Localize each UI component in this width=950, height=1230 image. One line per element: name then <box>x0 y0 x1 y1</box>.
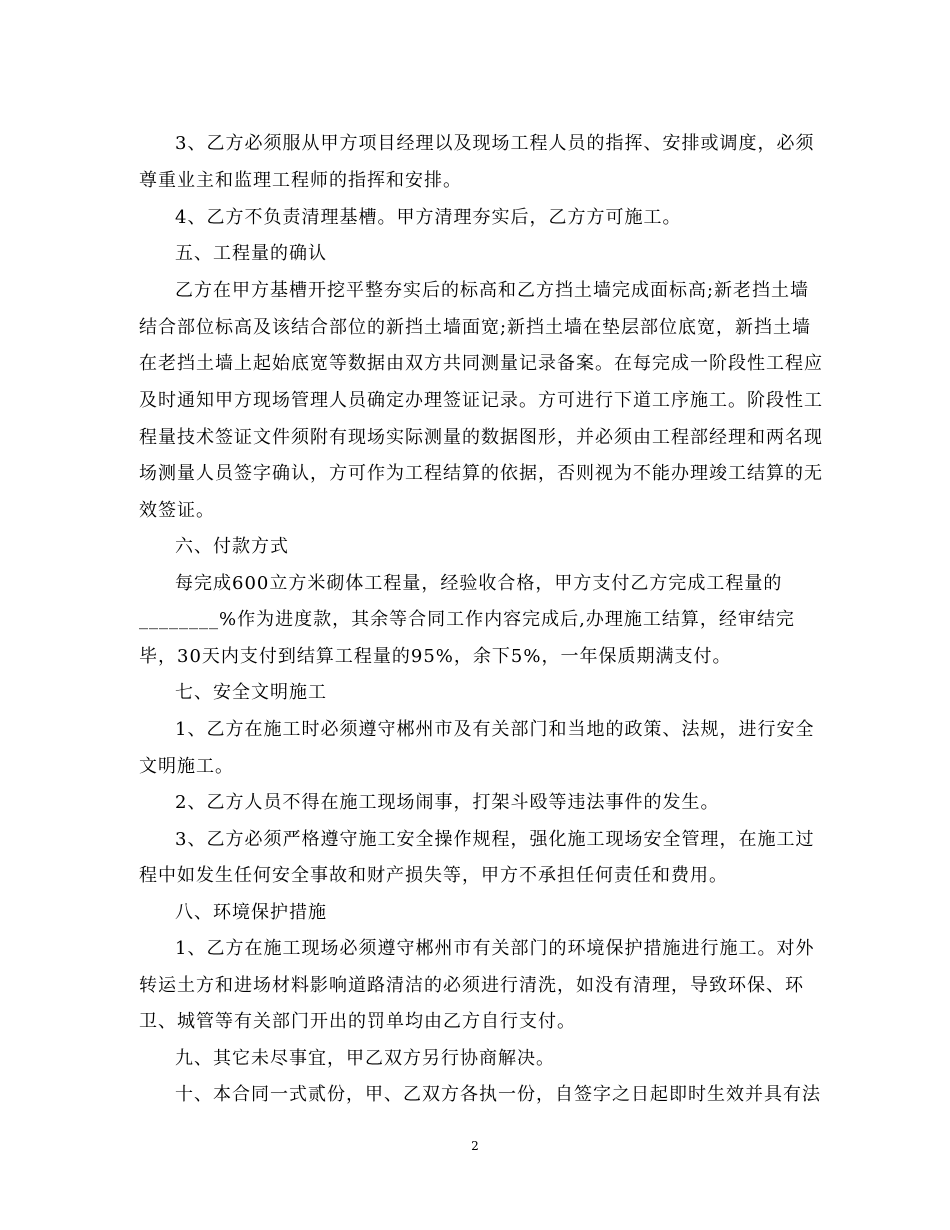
text-line: 1、乙方在施工现场必须遵守郴州市有关部门的环境保护措施进行施工。对外 <box>175 938 815 959</box>
text-line: 及时通知甲方现场管理人员确定办理签证记录。方可进行下道工序施工。阶段性工 <box>139 390 823 411</box>
text-line: 1、乙方在施工时必须遵守郴州市及有关部门和当地的政策、法规，进行安全 <box>175 719 815 740</box>
text-line: 尊重业主和监理工程师的指挥和安排。 <box>139 170 462 191</box>
text-line: 程中如发生任何安全事故和财产损失等，甲方不承担任何责任和费用。 <box>139 865 728 886</box>
section-heading: 五、工程量的确认 <box>175 243 327 264</box>
text-line: 十、本合同一式贰份，甲、乙双方各执一份，自签字之日起即时生效并具有法 <box>175 1084 821 1105</box>
text-line: 3、乙方必须服从甲方项目经理以及现场工程人员的指挥、安排或调度，必须 <box>175 133 815 154</box>
text-line: 场测量人员签字确认，方可作为工程结算的依据，否则视为不能办理竣工结算的无 <box>139 463 823 484</box>
text-line: 九、其它未尽事宜，甲乙双方另行协商解决。 <box>175 1048 555 1069</box>
text-line: 每完成600立方米砌体工程量，经验收合格，甲方支付乙方完成工程量的 <box>175 573 783 594</box>
text-line: 程量技术签证文件须附有现场实际测量的数据图形，并必须由工程部经理和两名现 <box>139 427 823 448</box>
text-line: 效签证。 <box>139 500 215 521</box>
page-number: 2 <box>471 1139 479 1153</box>
text-line: 在老挡土墙上起始底宽等数据由双方共同测量记录备案。在每完成一阶段性工程应 <box>139 353 823 374</box>
text-line: 乙方在甲方基槽开挖平整夯实后的标高和乙方挡土墙完成面标高;新老挡土墙 <box>175 280 810 301</box>
text-line: 转运土方和进场材料影响道路清洁的必须进行清洗，如没有清理，导致环保、环 <box>139 975 804 996</box>
text-line: 结合部位标高及该结合部位的新挡土墙面宽;新挡土墙在垫层部位底宽，新挡土墙 <box>139 317 812 338</box>
text-line: ________%作为进度款，其余等合同工作内容完成后,办理施工结算，经审结完 <box>139 609 795 630</box>
text-line: 文明施工。 <box>139 756 234 777</box>
text-line: 卫、城管等有关部门开出的罚单均由乙方自行支付。 <box>139 1011 576 1032</box>
section-heading: 七、安全文明施工 <box>175 682 327 703</box>
section-heading: 六、付款方式 <box>175 536 289 557</box>
section-heading: 八、环境保护措施 <box>175 902 327 923</box>
text-line: 毕，30天内支付到结算工程量的95%，余下5%，一年保质期满支付。 <box>139 646 732 667</box>
text-line: 2、乙方人员不得在施工现场闹事，打架斗殴等违法事件的发生。 <box>175 792 720 813</box>
text-line: 3、乙方必须严格遵守施工安全操作规程，强化施工现场安全管理，在施工过 <box>175 829 815 850</box>
text-line: 4、乙方不负责清理基槽。甲方清理夯实后，乙方方可施工。 <box>175 207 682 228</box>
